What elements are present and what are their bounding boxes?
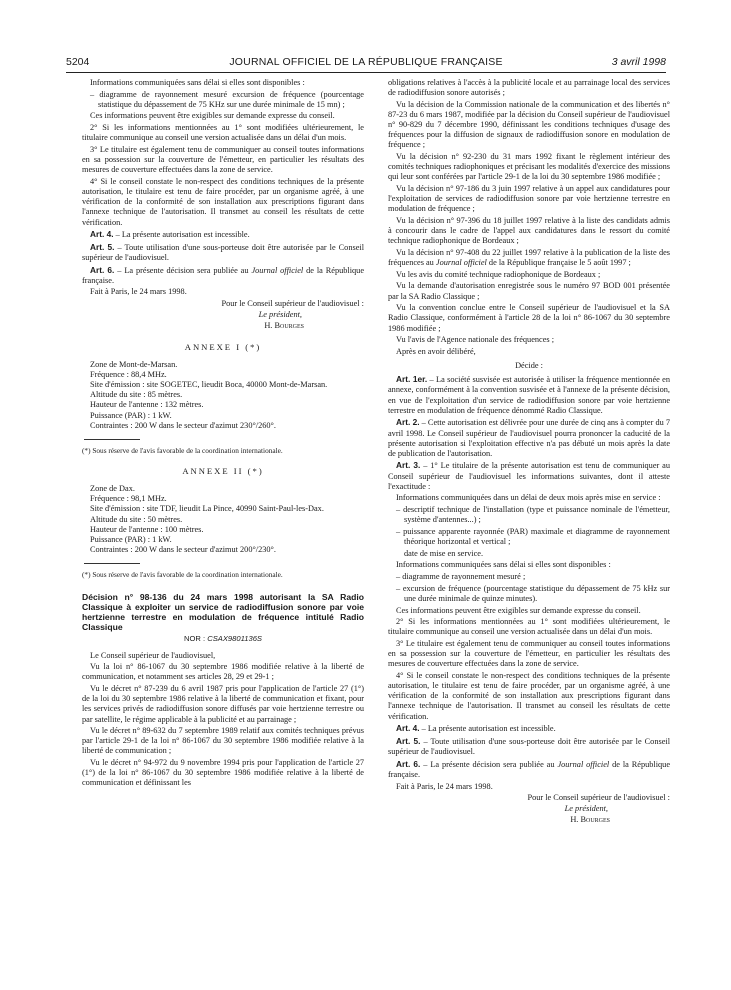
annex-line: Zone de Dax. <box>90 484 135 494</box>
annex-line: Site d'émission : site SOGETEC, lieudit Boca, 40000 Mont-de-Marsan. <box>90 380 328 390</box>
visa: Vu le décret n° 87-239 du 6 avril 1987 pris pour l'application de l'article 27 (1°) de la loi du 30 septembre 1986 relative à la liberté de communication et fixant, pour les services privés de radiodiffusion sonore diffusés par voie hertzienne terrestre ou par satellite, le régime applicable à la publicité et au parrainage ; <box>82 684 364 724</box>
nor-reference <box>82 634 364 644</box>
signature-for: Pour le Conseil supérieur de l'audiovisuel : <box>527 793 670 803</box>
annex-line: Puissance (PAR) : 1 kW. <box>90 534 172 544</box>
footnote: (*) Sous réserve de l'avis favorable de la coordination internationale. <box>82 570 283 580</box>
paragraph: Informations communiquées dans un délai de deux mois après mise en service : <box>396 493 661 503</box>
annex-line: Contraintes : 200 W dans le secteur d'azimut 230°/260°. <box>90 420 276 430</box>
footnote-separator <box>84 563 140 564</box>
visa: Vu la demande d'autorisation enregistrée sous le numéro 97 BOD 001 présentée par la SA Radio Classique ; <box>388 281 670 301</box>
annex-1-title: ANNEXE I (*) <box>184 341 262 352</box>
visa: Vu la décision de la Commission nationale de la communication et des libertés n° 87-23 du 6 mars 1987, modifiée par la décision du Conseil supérieur de l'audiovisuel n° 90-829 du 7 décembre 1990, définissant les conditions techniques d'usage des fréquences pour la diffusion de signaux de radiodiffusion sonore en modulation de fréquence ; <box>388 99 670 150</box>
page-number: 5204 <box>66 56 90 68</box>
article-4 <box>82 229 364 240</box>
article-label: Art. 6. <box>396 758 421 769</box>
article-text: de la République française. <box>388 759 670 779</box>
visa: Vu la décision n° 92-230 du 31 mars 1992 fixant le règlement intérieur des comités techniques radiophoniques et précisant les modalités d'exercice des missions qui leur sont conférées par l'article 29-1 de la loi du 30 septembre 1986 modifiée ; <box>388 152 670 182</box>
nor-code: CSAX9801136S <box>207 634 262 644</box>
article-4 <box>388 723 670 734</box>
paragraph: 3° Le titulaire est également tenu de communiquer au conseil toutes informations en sa possession sur la couverture de l'émetteur, en particulier les résultats des mesures de couverture effectuées dans la zone de service. <box>82 144 364 175</box>
annex-line: Zone de Mont-de-Marsan. <box>90 359 178 369</box>
signature-name: H. Bourges <box>264 321 304 331</box>
list-item: – puissance apparente rayonnée (PAR) maximale et diagramme de rayonnement théorique horizontal et vertical ; <box>396 526 670 547</box>
visa: Vu la décision n° 97-396 du 18 juillet 1997 relative à la liste des candidats admis à concourir dans le cadre de l'appel aux candidatures dans le ressort du comité technique radiophonique de Bordeaux ; <box>388 216 670 246</box>
journal-name: Journal officiel <box>557 759 610 769</box>
article-text: – La présente décision sera publiée au <box>114 265 252 275</box>
article-6 <box>82 265 364 286</box>
article-6 <box>388 759 670 780</box>
article-label: Art. 4. <box>90 229 114 240</box>
article-label: Art. 3. <box>396 460 421 471</box>
visa: Vu le décret n° 94-972 du 9 novembre 1994 pris pour l'application de l'article 27 (1°) de la loi n° 86-1067 du 30 septembre 1986 modifiée relative à la liberté de communication et définissant les <box>82 758 364 788</box>
article-3 <box>388 460 670 491</box>
list-item: – excursion de fréquence (pourcentage statistique du dépassement de 75 kHz sur une durée minimale de quinze minutes). <box>396 583 670 603</box>
annex-line: Fréquence : 98,1 MHz. <box>90 494 167 504</box>
signature-name: H. Bourges <box>570 815 610 825</box>
article-text: – La présente autorisation est incessible. <box>113 230 250 240</box>
article-5 <box>388 736 670 757</box>
decision-title: Décision n° 98-136 du 24 mars 1998 autorisant la SA Radio Classique à exploiter un service de radiodiffusion sonore par voie hertzienne terrestre en modulation de fréquence intitulé Radio Classique <box>82 592 364 633</box>
annex-2-body <box>82 484 364 555</box>
visa: Vu la loi n° 86-1067 du 30 septembre 1986 modifiée relative à la liberté de communication, et notamment ses articles 28, 29 et 29-1 ; <box>82 662 364 682</box>
paragraph: Ces informations peuvent être exigibles sur demande expresse du conseil. <box>396 605 641 615</box>
paragraph: Informations communiquées sans délai si elles sont disponibles : <box>90 78 305 87</box>
paragraph: obligations relatives à l'accès à la publicité locale et au parrainage local des services de radiodiffusion sonore autorisés ; <box>388 78 670 98</box>
article-text: – La société susvisée est autorisée à utiliser la fréquence mentionnée en annexe, conformément à la convention susvisée et à l'annexe de la présente décision, en vue de l'exploitation d'un service de radiodiffusion sonore par voie hertzienne terrestre en modulation de fréquence dénommé Radio Classique. <box>388 375 670 415</box>
paragraph: Le Conseil supérieur de l'audiovisuel, <box>90 650 216 660</box>
article-2 <box>388 417 670 459</box>
place-date: Fait à Paris, le 24 mars 1998. <box>90 287 187 297</box>
annex-line: Fréquence : 88,4 MHz. <box>90 369 167 379</box>
visa: Vu la décision n° 97-186 du 3 juin 1997 relative à un appel aux candidatures pour l'exploitation de services de radiodiffusion sonore par voie hertzienne terrestre en modulation de fréquence ; <box>388 184 670 214</box>
paragraph: 4° Si le conseil constate le non-respect des conditions techniques de la présente autorisation, le titulaire est tenu de faire procéder, par un organisme agréé, à une vérification de la conformité de son installation aux prescriptions figurant dans l'annexe technique de l'autorisation. Il transmet au conseil les résultats de cette vérification. <box>82 176 364 227</box>
left-column <box>82 78 364 790</box>
annex-2-title: ANNEXE II (*) <box>182 466 264 476</box>
paragraph: Ces informations peuvent être exigibles sur demande expresse du conseil. <box>90 111 335 121</box>
article-text: – La présente décision sera publiée au <box>420 759 558 769</box>
annex-line: Altitude du site : 85 mètres. <box>90 390 183 400</box>
annex-1-body <box>82 360 364 431</box>
paragraph: 2° Si les informations mentionnées au 1° sont modifiées ultérieurement, le titulaire communique au conseil une version actualisée dans un délai d'un mois. <box>82 123 364 143</box>
article-label: Art. 6. <box>90 264 115 275</box>
signature-role: Le président, <box>258 310 302 320</box>
issue-date: 3 avril 1998 <box>611 56 666 68</box>
right-column <box>388 78 670 827</box>
annex-line: Altitude du site : 50 mètres. <box>90 514 183 524</box>
header-rule <box>66 72 666 73</box>
paragraph: Après en avoir délibéré, <box>396 346 476 356</box>
annex-line: Hauteur de l'antenne : 132 mètres. <box>90 400 204 410</box>
article-text: – 1° Le titulaire de la présente autorisation est tenu de communiquer au Conseil supérieur de l'audiovisuel les informations suivantes, dont il atteste l'exactitude : <box>388 461 671 491</box>
paragraph: 4° Si le conseil constate le non-respect des conditions techniques de la présente autorisation, le titulaire est tenu de faire procéder, par un organisme agréé, à une vérification de la conformité de son installation aux prescriptions figurant dans l'annexe technique de l'autorisation. Il transmet au conseil les résultats de cette vérification. <box>388 670 670 721</box>
annex-line: Site d'émission : site TDF, lieudit La Pince, 40990 Saint-Paul-les-Dax. <box>90 504 324 514</box>
annex-line: Hauteur de l'antenne : 100 mètres. <box>90 524 204 534</box>
article-label: Art. 5. <box>90 241 115 252</box>
paragraph: Informations communiquées sans délai si elles sont disponibles : <box>396 560 611 570</box>
journal-name: Journal officiel <box>251 265 304 275</box>
annex-line: Puissance (PAR) : 1 kW. <box>90 410 172 420</box>
journal-name: Journal officiel <box>435 258 487 268</box>
visa-text: de la République française le 5 août 1997 ; <box>486 258 631 268</box>
signature-role: Le président, <box>564 804 608 814</box>
article-text: – Toute utilisation d'une sous-porteuse doit être autorisée par le Conseil supérieur de l'audiovisuel. <box>82 242 364 262</box>
nor-label: NOR : <box>184 634 208 644</box>
article-label: Art. 4. <box>396 723 420 734</box>
signature-for: Pour le Conseil supérieur de l'audiovisuel : <box>221 299 364 309</box>
article-text: – La présente autorisation est incessible. <box>419 724 556 734</box>
journal-title: JOURNAL OFFICIEL DE LA RÉPUBLIQUE FRANÇAISE <box>229 56 503 68</box>
article-label: Art. 2. <box>396 417 420 428</box>
article-text: de la République française. <box>82 265 364 285</box>
article-label: Art. 1er. <box>396 374 428 385</box>
place-date: Fait à Paris, le 24 mars 1998. <box>396 781 493 791</box>
decide-heading: Décide : <box>515 361 543 371</box>
article-text: – Toute utilisation d'une sous-porteuse doit être autorisée par le Conseil supérieur de l'audiovisuel. <box>388 736 670 757</box>
article-5 <box>82 242 364 263</box>
list-item: – descriptif technique de l'installation (type et puissance nominale de l'émetteur, système d'antennes...) ; <box>396 505 670 525</box>
footnote-separator <box>84 439 140 440</box>
visa-text: Vu la décision n° 97-408 du 22 juillet 1997 relative à la publication de la liste des fréquences au <box>388 248 670 268</box>
footnote: (*) Sous réserve de l'avis favorable de la coordination internationale. <box>82 445 283 455</box>
list-item: – diagramme de rayonnement mesuré ; <box>396 572 526 582</box>
visa: Vu le décret n° 89-632 du 7 septembre 1989 relatif aux comités techniques prévus par l'article 29-1 de la loi n° 86-1067 du 30 septembre 1986 modifiée relative à la liberté de communication ; <box>82 726 364 756</box>
visa: Vu les avis du comité technique radiophonique de Bordeaux ; <box>396 269 601 279</box>
list-item: date de mise en service. <box>404 548 484 558</box>
annex-line: Contraintes : 200 W dans le secteur d'azimut 200°/230°. <box>90 545 276 555</box>
visa: Vu la convention conclue entre le Conseil supérieur de l'audiovisuel et la SA Radio Classique, conformément à l'article 28 de la loi n° 86-1067 du 30 septembre 1986 modifiée ; <box>388 303 670 333</box>
list-item: – diagramme de rayonnement mesuré excursion de fréquence (pourcentage statistique du dépassement de 75 KHz sur une durée minimale de 15 mn) ; <box>90 89 364 109</box>
article-1 <box>388 374 670 416</box>
page-header <box>66 56 666 72</box>
paragraph: 3° Le titulaire est également tenu de communiquer au conseil toutes informations en sa possession sur la couverture de l'émetteur, en particulier les résultats des mesures de couverture effectuées dans la zone de service. <box>388 638 670 669</box>
paragraph: 2° Si les informations mentionnées au 1° sont modifiées ultérieurement, le titulaire communique au conseil une version actualisée dans un délai d'un mois. <box>388 617 670 637</box>
article-label: Art. 5. <box>396 735 421 746</box>
article-text: – Cette autorisation est délivrée pour une durée de cinq ans à compter du 7 avril 1998. Le Conseil supérieur de l'audiovisuel pourra prononcer la caducité de la présente autorisation si l'exploitation effective n'a pas débuté un mois après la date de publication de l'autorisation. <box>388 418 670 458</box>
visa <box>388 248 670 268</box>
visa: Vu l'avis de l'Agence nationale des fréquences ; <box>396 335 554 345</box>
